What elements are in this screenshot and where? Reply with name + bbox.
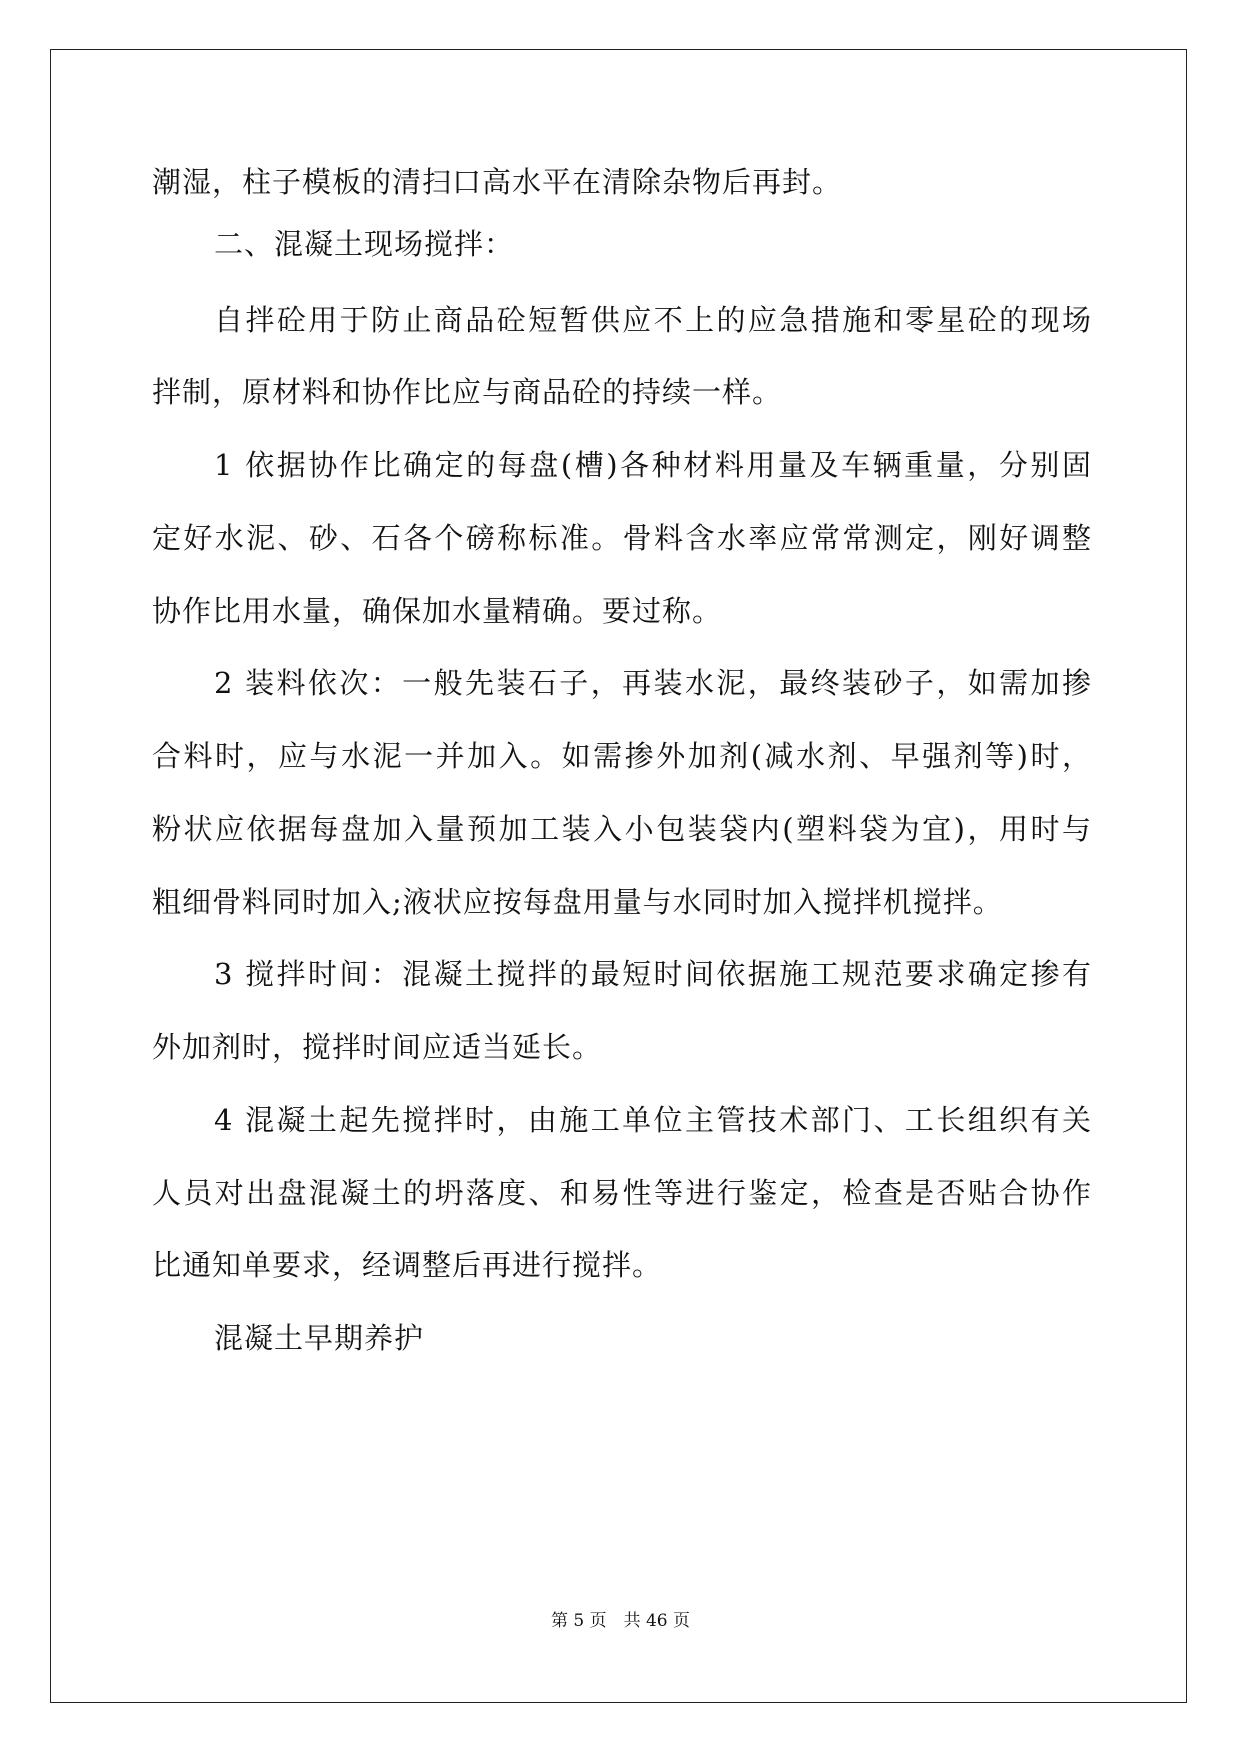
text-line: 比通知单要求，经调整后再进行搅拌。 xyxy=(152,1248,663,1282)
text-line: 潮湿，柱子模板的清扫口高水平在清除杂物后再封。 xyxy=(152,165,843,199)
section-heading: 二、混凝土现场搅拌： xyxy=(214,227,515,261)
page-number: 第 5 页 共 46 页 xyxy=(550,1611,691,1631)
text-line: 自拌砼用于防止商品砼短暂供应不上的应急措施和零星砼的现场 xyxy=(214,303,1092,337)
text-line: 人员对出盘混凝土的坍落度、和易性等进行鉴定，检查是否贴合协作 xyxy=(152,1176,1092,1210)
page-border xyxy=(50,49,1187,1703)
text-line: 2 装料依次：一般先装石子，再装水泥，最终装砂子，如需加掺 xyxy=(214,666,1092,700)
text-line: 协作比用水量，确保加水量精确。要过称。 xyxy=(152,594,723,628)
text-line: 外加剂时，搅拌时间应适当延长。 xyxy=(152,1030,603,1064)
text-line: 3 搅拌时间：混凝土搅拌的最短时间依据施工规范要求确定掺有 xyxy=(214,957,1092,991)
text-line: 定好水泥、砂、石各个磅称标准。骨料含水率应常常测定，刚好调整 xyxy=(152,521,1092,555)
section-heading: 混凝土早期养护 xyxy=(214,1321,425,1355)
text-line: 4 混凝土起先搅拌时，由施工单位主管技术部门、工长组织有关 xyxy=(214,1103,1092,1137)
text-line: 粗细骨料同时加入;液状应按每盘用量与水同时加入搅拌机搅拌。 xyxy=(152,885,1003,919)
text-line: 拌制，原材料和协作比应与商品砼的持续一样。 xyxy=(152,375,783,409)
text-line: 粉状应依据每盘加入量预加工装入小包装袋内(塑料袋为宜)，用时与 xyxy=(152,812,1092,846)
text-line: 合料时，应与水泥一并加入。如需掺外加剂(减水剂、早强剂等)时， xyxy=(152,739,1092,773)
text-line: 1 依据协作比确定的每盘(槽)各种材料用量及车辆重量，分别固 xyxy=(214,448,1092,482)
